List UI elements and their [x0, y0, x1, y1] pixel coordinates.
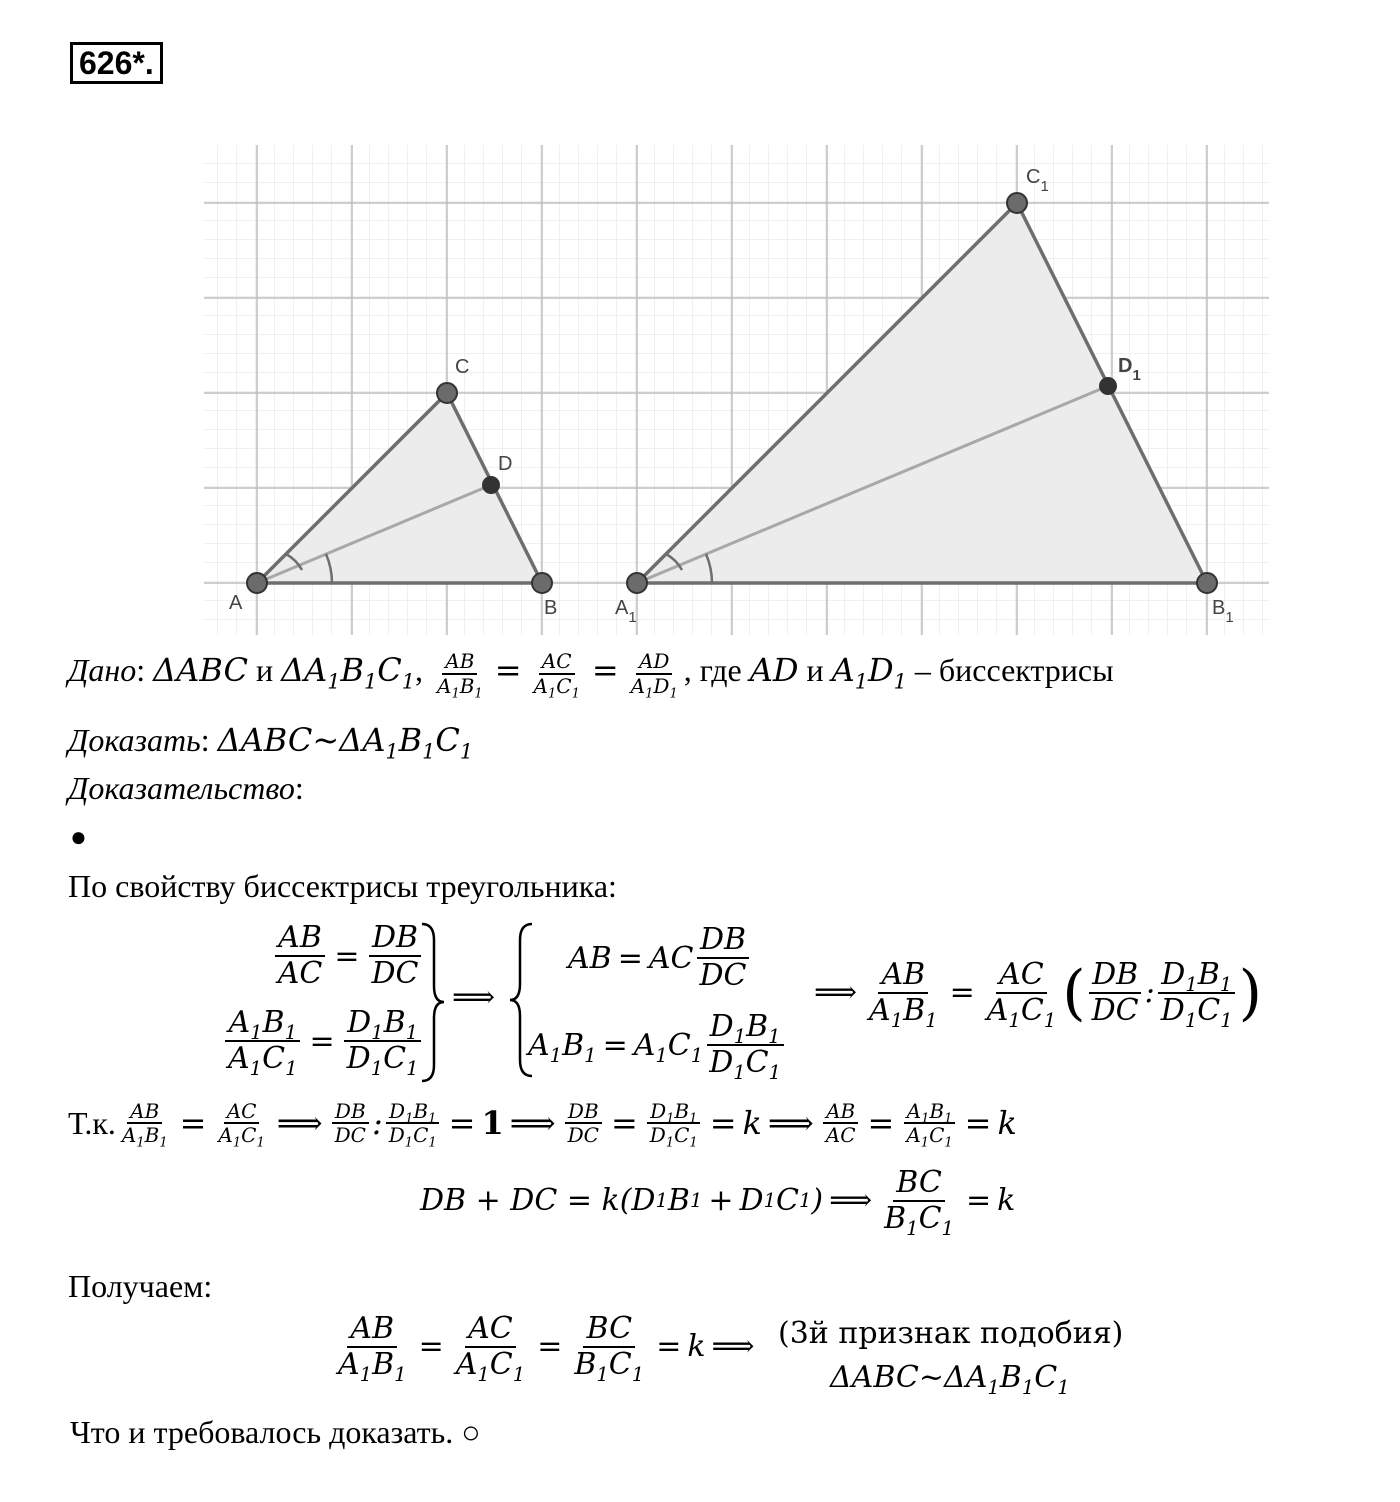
system-right: AB = AC $\frac{DB}{DC}$ $A_1B_1$ = $A_1C_1$ $\frac{D_1B_1}{D_1C_1}$ — [528, 914, 787, 1088]
given-ratio-ad: $\frac{AD}{A_1D_1}$ — [630, 649, 678, 702]
given-ratio-ab: $\frac{AB}{A_1B_1}$ — [436, 649, 483, 702]
third-criterion: (3й признак подобия) — [778, 1316, 1124, 1351]
label-a: A — [229, 592, 243, 614]
point-a — [247, 573, 267, 593]
final-similarity: $\Delta ABC\sim\Delta A_1B_1C_1$ — [830, 1360, 1070, 1399]
given-label: Дано — [68, 652, 137, 688]
label-c: C — [455, 356, 470, 378]
problem-number: 626*. — [70, 42, 163, 84]
point-d1 — [1100, 378, 1116, 394]
prove-line: Доказать: $\Delta ABC\sim\Delta A_1B_1C_1$ — [68, 721, 474, 764]
since-line: Т.к. $\frac{AB}{A_1B_1}$ = $\frac{AC}{A_1C_1}$ ⟹ $\frac{DB}{DC}$ : $\frac{D_1B_1}{D_1C_1}$ = 1 ⟹ $\frac{DB}{DC}$ = $\frac{D_1B_1}{D_1C_1}$ = k ⟹ $\frac{AB}{AC}$ = $\frac{A_1B_1}{A_1C_1}$ = k — [68, 1099, 1017, 1151]
point-d — [483, 477, 499, 493]
sum-line: DB + DC = k(D 1 B 1 + D 1 C 1 ) ⟹ $\frac{BC}{B_1C_1}$ = k — [420, 1165, 1016, 1240]
final-equation: $\frac{AB}{A_1B_1}$ = $\frac{AC}{A_1C_1}$ = $\frac{BC}{B_1C_1}$ = k ⟹ — [338, 1311, 755, 1386]
bisector-property-line: По свойству биссектрисы треугольника: — [68, 868, 617, 904]
qed-line: Что и требовалось доказать. ○ — [70, 1414, 481, 1450]
bullet: ● — [70, 822, 87, 853]
label-b: B — [544, 597, 558, 619]
label-c1: $C_1$ — [1026, 166, 1049, 195]
implies-1: ⟹ — [452, 980, 496, 1015]
system-result: ⟹ $\frac{AB}{A_1B_1}$ = $\frac{AC}{A_1C_1}$ ( $\frac{DB}{DC}$ : $\frac{D_1B_1}{D_1C_1}$ ) — [814, 957, 1263, 1032]
label-b1: $B_1$ — [1212, 597, 1234, 626]
given-line: Дано: ΔABC и $\Delta A_1B_1C_1$, $\frac{AB}{A_1B_1}$ = $\frac{AC}{A_1C_1}$ = $\frac{AD}{A_1D_1}$ , где AD и $A_1D_1$ – биссектрисы — [68, 649, 1114, 702]
triangle-figure — [0, 0, 1400, 650]
label-a1: $A_1$ — [615, 597, 637, 626]
point-a1 — [627, 573, 647, 593]
proof-label-line: Доказательство: — [68, 770, 304, 806]
label-d: D — [498, 453, 513, 475]
system-left: $\frac{AB}{AC}$ = $\frac{DB}{DC}$ $\frac{A_1B_1}{A_1C_1}$ = $\frac{D_1B_1}{D_1C_1}$ — [222, 914, 425, 1084]
point-b — [532, 573, 552, 593]
point-c1 — [1007, 193, 1027, 213]
point-c — [437, 383, 457, 403]
given-ratio-ac: $\frac{AC}{A_1C_1}$ — [533, 649, 580, 702]
right-brace — [418, 920, 448, 1085]
obtain-line: Получаем: — [68, 1268, 213, 1304]
point-b1 — [1197, 573, 1217, 593]
label-d1: $D_1$ — [1118, 355, 1141, 384]
